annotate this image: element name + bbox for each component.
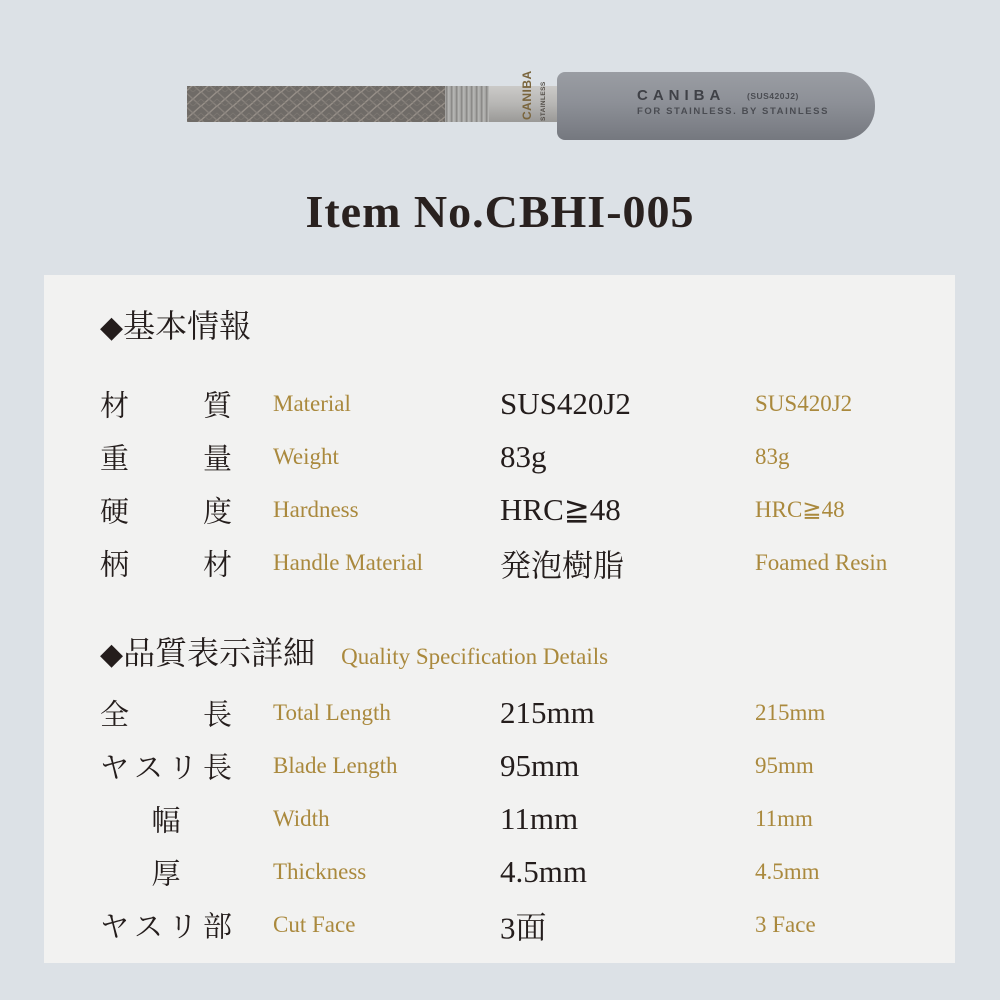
row-value-en: 95mm [755, 752, 814, 778]
row-label-en: Hardness [273, 496, 359, 522]
row-label-jp: 柄材 [100, 549, 232, 581]
row-label-en: Thickness [273, 858, 367, 884]
table-row-width [44, 792, 955, 845]
handle-tagline-text: FOR STAINLESS. BY STAINLESS [637, 106, 830, 117]
row-value: 215mm [500, 694, 595, 730]
row-value: 3面 [500, 910, 547, 945]
row-value: SUS420J2 [500, 385, 631, 421]
file-blade-fine-cut [445, 86, 489, 122]
file-handle-collar [557, 72, 597, 140]
row-value: HRC≧48 [500, 491, 621, 527]
table-row-total-length [44, 686, 955, 739]
tang-brand-vertical-text: CANIBA [520, 70, 534, 120]
row-label-en: Blade Length [273, 752, 398, 778]
row-value: 83g [500, 438, 547, 474]
page-title: Item No.CBHI-005 [305, 186, 695, 237]
table-row-handle-material [44, 536, 955, 589]
row-value-en: 3 Face [755, 911, 816, 937]
table-row-cut-face [44, 898, 955, 951]
row-label-en: Weight [273, 443, 339, 469]
row-value: 11mm [500, 800, 579, 836]
basic-info-table [44, 377, 955, 589]
section-quality-spec-heading [44, 632, 955, 674]
row-label-en: Handle Material [273, 549, 424, 575]
section-quality-spec-title [100, 632, 315, 676]
row-label-en: Width [273, 805, 330, 831]
diamond-icon: ◆ [100, 638, 124, 671]
row-value-en: HRC≧48 [755, 496, 845, 522]
diamond-icon: ◆ [100, 311, 124, 344]
row-label-jp: 材質 [100, 390, 232, 422]
row-value-en: 4.5mm [755, 858, 820, 884]
row-value-en: 83g [755, 443, 790, 469]
row-value-en: 11mm [755, 805, 813, 831]
row-value: 発泡樹脂 [500, 548, 624, 583]
file-blade [187, 86, 445, 122]
row-label-en: Total Length [273, 699, 391, 725]
row-value-en: 215mm [755, 699, 826, 725]
table-row-material [44, 377, 955, 430]
spec-panel [44, 275, 955, 963]
row-label-jp: 全長 [100, 699, 232, 731]
row-label-en: Material [273, 390, 351, 416]
file-illustration [185, 64, 885, 150]
table-row-weight [44, 430, 955, 483]
row-label-jp: ヤスリ長 [100, 752, 232, 784]
handle-material-code-text: (SUS420J2) [747, 91, 799, 101]
section-quality-spec-title-text: 品質表示詳細 [123, 635, 316, 671]
handle-brand-text: CANIBA [637, 87, 726, 104]
quality-spec-table [44, 686, 955, 951]
table-row-thickness [44, 845, 955, 898]
tang-sub-vertical-text: STAINLESS [540, 81, 547, 121]
section-basic-info-title-text: 基本情報 [123, 308, 252, 344]
row-value-en: SUS420J2 [755, 390, 853, 416]
row-label-jp: 厚 [151, 858, 181, 890]
row-value: 95mm [500, 747, 580, 783]
row-value: 4.5mm [500, 853, 587, 889]
table-row-blade-length [44, 739, 955, 792]
row-label-en: Cut Face [273, 911, 356, 937]
section-basic-info-title [100, 305, 251, 349]
row-value-en: Foamed Resin [755, 549, 888, 575]
row-label-jp: 重量 [100, 443, 232, 475]
section-quality-spec-subtitle: Quality Specification Details [341, 644, 609, 669]
row-label-jp: 硬度 [100, 496, 232, 528]
row-label-jp: 幅 [151, 805, 181, 837]
row-label-jp: ヤスリ部 [100, 911, 232, 943]
table-row-hardness [44, 483, 955, 536]
section-basic-info-heading [44, 305, 955, 347]
product-image [185, 64, 885, 150]
